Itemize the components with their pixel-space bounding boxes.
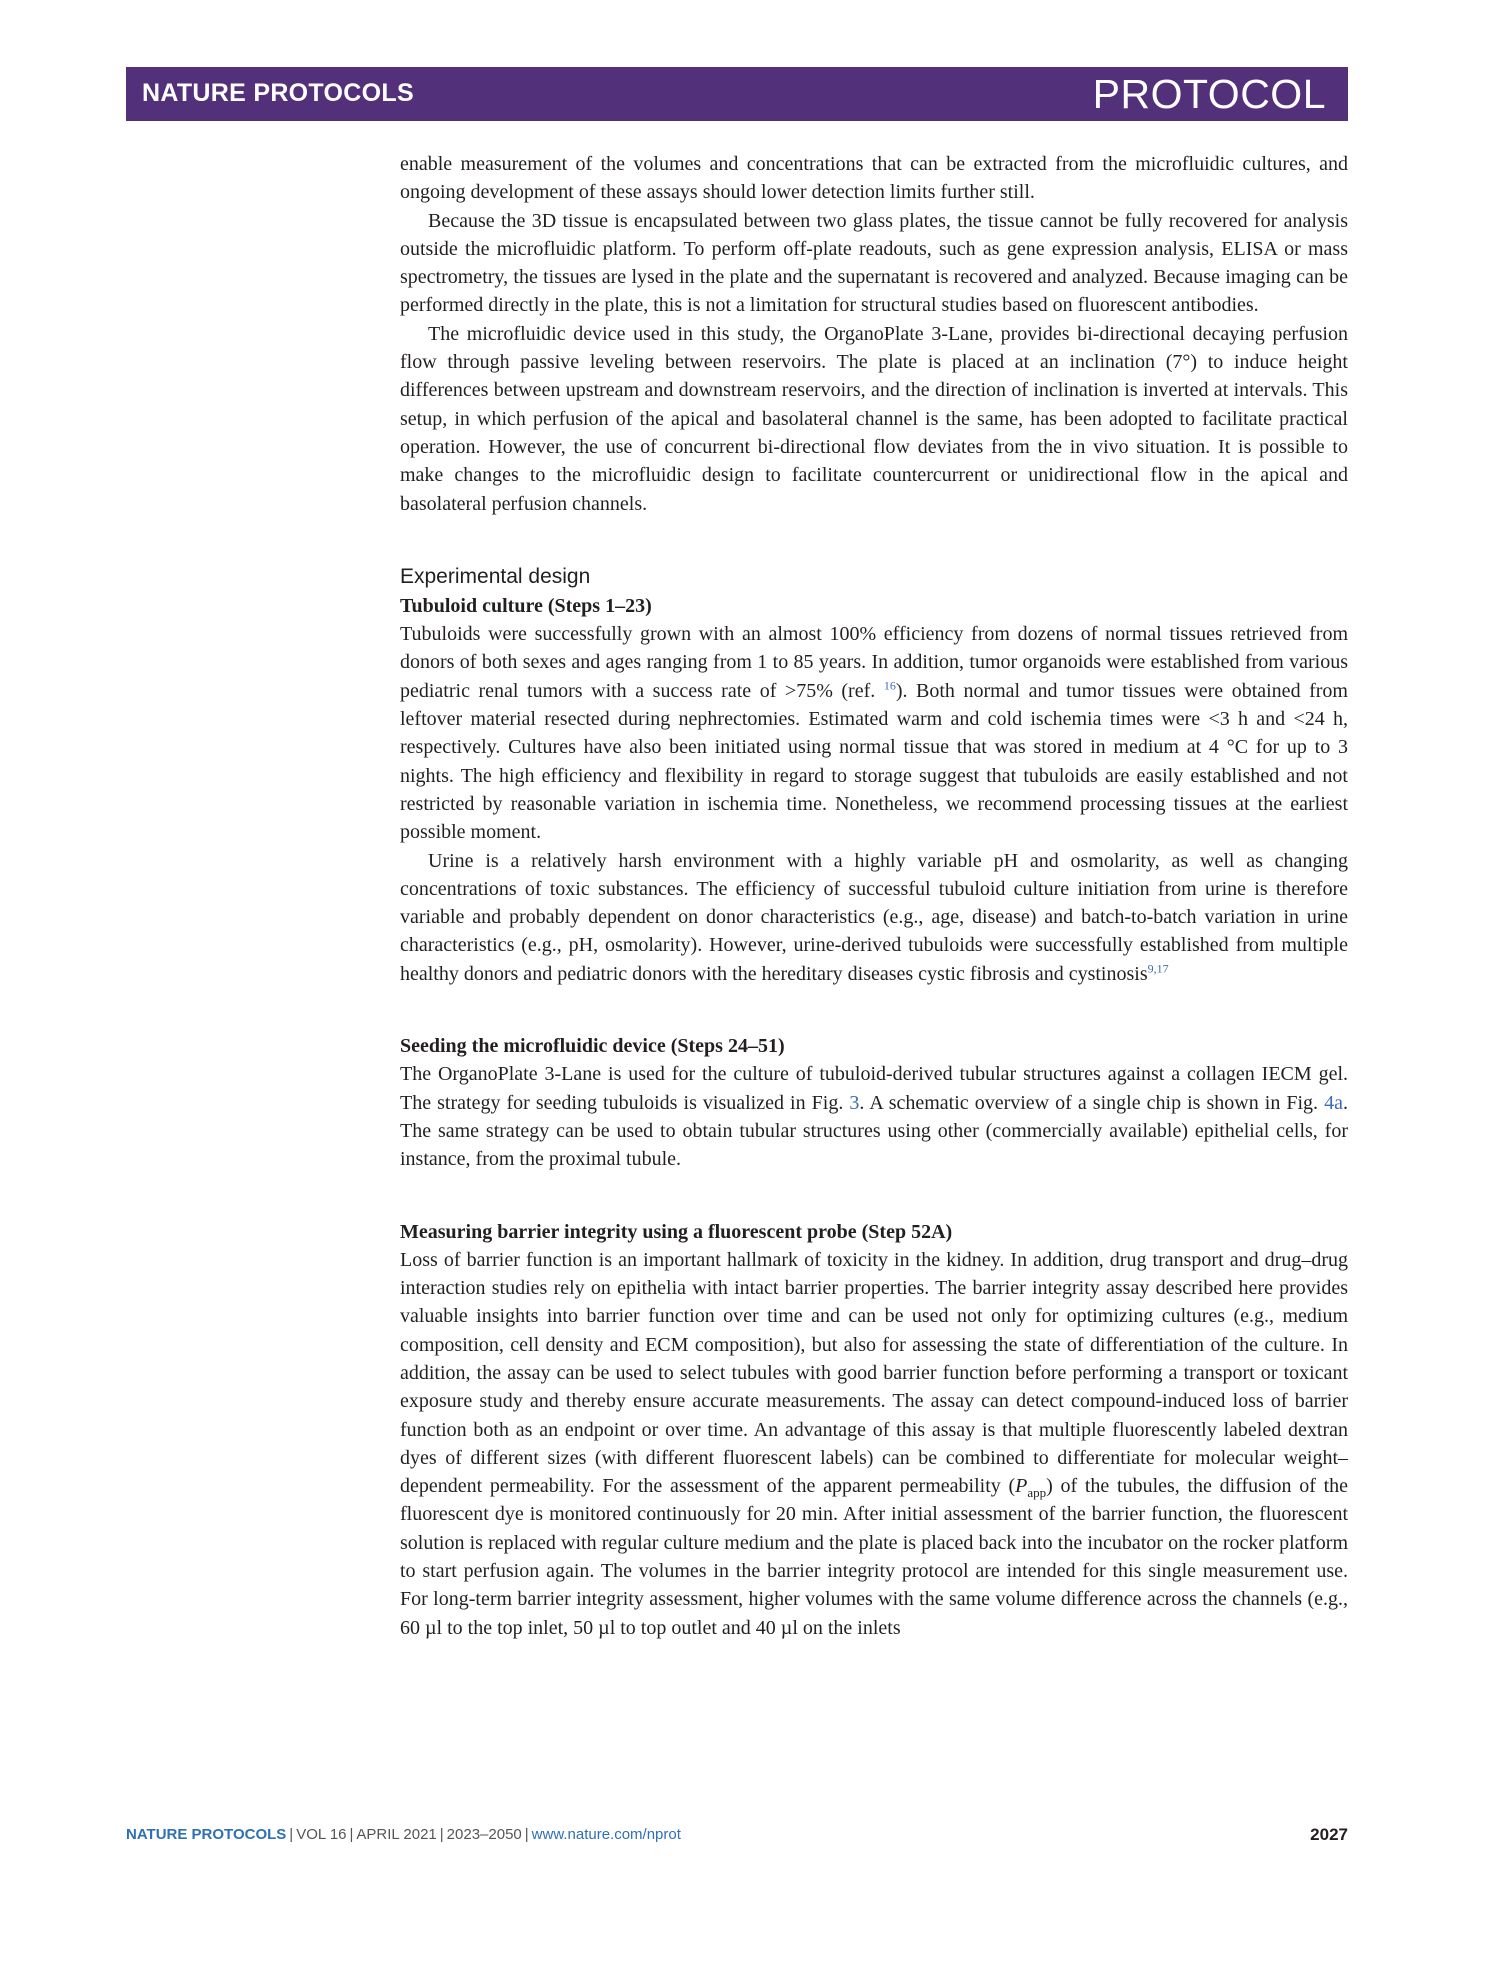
subheading-tubuloid-culture: Tubuloid culture (Steps 1–23) bbox=[400, 594, 652, 617]
paragraph-seeding: The OrganoPlate 3-Lane is used for the culture of tubuloid-derived tubular structures against a collagen IECM gel. The strategy for seeding tubuloids is visualized in Fig. 3. A schematic overview of a single chip is shown in Fig. 4a. The same strategy can be used to obtain tubular structures using other (commercially available) epithelial cells, for instance, from the proximal tubule. bbox=[400, 1063, 1348, 1171]
page-footer bbox=[126, 1826, 1348, 1850]
paragraph-microfluidic-device: The microfluidic device used in this study, the OrganoPlate 3-Lane, provides bi-directional decaying perfusion flow through passive leveling between reservoirs. The plate is placed at an inclination (7°) to induce height differences between upstream and downstream reservoirs, and the direction of inclination is inverted at intervals. This setup, in which perfusion of the apical and basolateral channel is the same, has been adopted to facilitate practical operation. However, the use of concurrent bi-directional flow deviates from the in vivo situation. It is possible to make changes to the microfluidic design to facilitate countercurrent or unidirectional flow in the apical and basolateral perfusion channels. bbox=[400, 322, 1348, 515]
paragraph-continued: enable measurement of the volumes and concentrations that can be extracted from the microfluidic cultures, and ongoing development of these assays should lower detection limits further still. bbox=[400, 153, 1348, 204]
journal-name: NATURE PROTOCOLS bbox=[142, 79, 414, 107]
article-body bbox=[400, 150, 1348, 1642]
paragraph-tubuloid-growth: Tubuloids were successfully grown with an almost 100% efficiency from dozens of normal tissues retrieved from donors of both sexes and ages ranging from 1 to 85 years. In addition, tumor organoids were established from various pediatric renal tumors with a success rate of >75% (ref. $^{16}$). Both normal and tumor tissues were obtained from leftover material resected during nephrectomies. Estimated warm and cold ischemia times were <3 h and <24 h, respectively. Cultures have also been initiated using normal tissue that was stored in medium at 4 °C for up to 3 nights. The high efficiency and flexibility in regard to storage suggest that tubuloids are easily established and not restricted by reasonable variation in ischemia time. Nonetheless, we recommend processing tissues at the earliest possible moment. bbox=[400, 623, 1348, 844]
paragraph-urine-tubuloids: Urine is a relatively harsh environment with a highly variable pH and osmolarity, as well as changing concentrations of toxic substances. The efficiency of successful tubuloid culture initiation from urine is therefore variable and probably dependent on donor characteristics (e.g., age, disease) and batch-to-batch variation in urine characteristics (e.g., pH, osmolarity). However, urine-derived tubuloids were successfully established from multiple healthy donors and pediatric donors with the hereditary diseases cystic fibrosis and cystinosis$^{9,17}$ bbox=[400, 849, 1348, 985]
footer-volume: VOL 16 bbox=[296, 1826, 347, 1843]
section-heading-experimental-design: Experimental design bbox=[400, 564, 591, 588]
reference-link[interactable]: 16 bbox=[883, 678, 896, 693]
reference-link[interactable]: 9,17 bbox=[1147, 961, 1169, 976]
figure-link-3[interactable]: 3 bbox=[849, 1091, 860, 1114]
footer-journal: NATURE PROTOCOLS bbox=[126, 1826, 287, 1843]
footer-citation: NATURE PROTOCOLS | VOL 16 | APRIL 2021 | 2023–2050 | www.nature.com/nprot bbox=[126, 1826, 681, 1843]
journal-header-bar bbox=[126, 67, 1348, 121]
subheading-seeding: Seeding the microfluidic device (Steps 24–51) bbox=[400, 1035, 785, 1058]
page-number: 2027 bbox=[1310, 1825, 1348, 1844]
footer-url-link[interactable]: www.nature.com/nprot bbox=[531, 1826, 681, 1843]
article-type: PROTOCOL bbox=[1092, 71, 1326, 117]
footer-pages: 2023–2050 bbox=[446, 1826, 522, 1843]
subheading-barrier-integrity: Measuring barrier integrity using a fluorescent probe (Step 52A) bbox=[400, 1220, 953, 1243]
paragraph-tissue-recovery: Because the 3D tissue is encapsulated between two glass plates, the tissue cannot be fully recovered for analysis outside the microfluidic platform. To perform off-plate readouts, such as gene expression analysis, ELISA or mass spectrometry, the tissues are lysed in the plate and the supernatant is recovered and analyzed. Because imaging can be performed directly in the plate, this is not a limitation for structural studies based on fluorescent antibodies. bbox=[400, 209, 1348, 317]
paragraph-barrier-integrity: Loss of barrier function is an important hallmark of toxicity in the kidney. In addition, drug transport and drug–drug interaction studies rely on epithelia with intact barrier properties. The barrier integrity assay described here provides valuable insights into barrier function over time and can be used not only for optimizing cultures (e.g., medium composition, cell density and ECM composition), but also for assessing the state of differentiation of the culture. In addition, the assay can be used to select tubules with good barrier function before performing a transport or toxicant exposure study and thereby ensure accurate measurements. The assay can detect compound-induced loss of barrier function both as an endpoint or over time. An advantage of this assay is that multiple fluorescently labeled dextran dyes of different sizes (with different fluorescent labels) can be combined to differentiate for molecular weight–dependent permeability. For the assessment of the apparent permeability $(P_{app})$ of the tubules, the diffusion of the fluorescent dye is monitored continuously for 20 min. After initial assessment of the barrier function, the fluorescent solution is replaced with regular culture medium and the plate is placed back into the incubator on the rocker platform to start perfusion again. The volumes in the barrier integrity protocol are intended for this single measurement use. For long-term barrier integrity assessment, higher volumes with the same volume difference across the channels (e.g., 60 µl to the top inlet, 50 µl to top outlet and 40 µl on the inlets bbox=[400, 1248, 1348, 1639]
figure-link-4a[interactable]: 4a bbox=[1324, 1091, 1343, 1114]
footer-date: APRIL 2021 bbox=[356, 1826, 437, 1843]
